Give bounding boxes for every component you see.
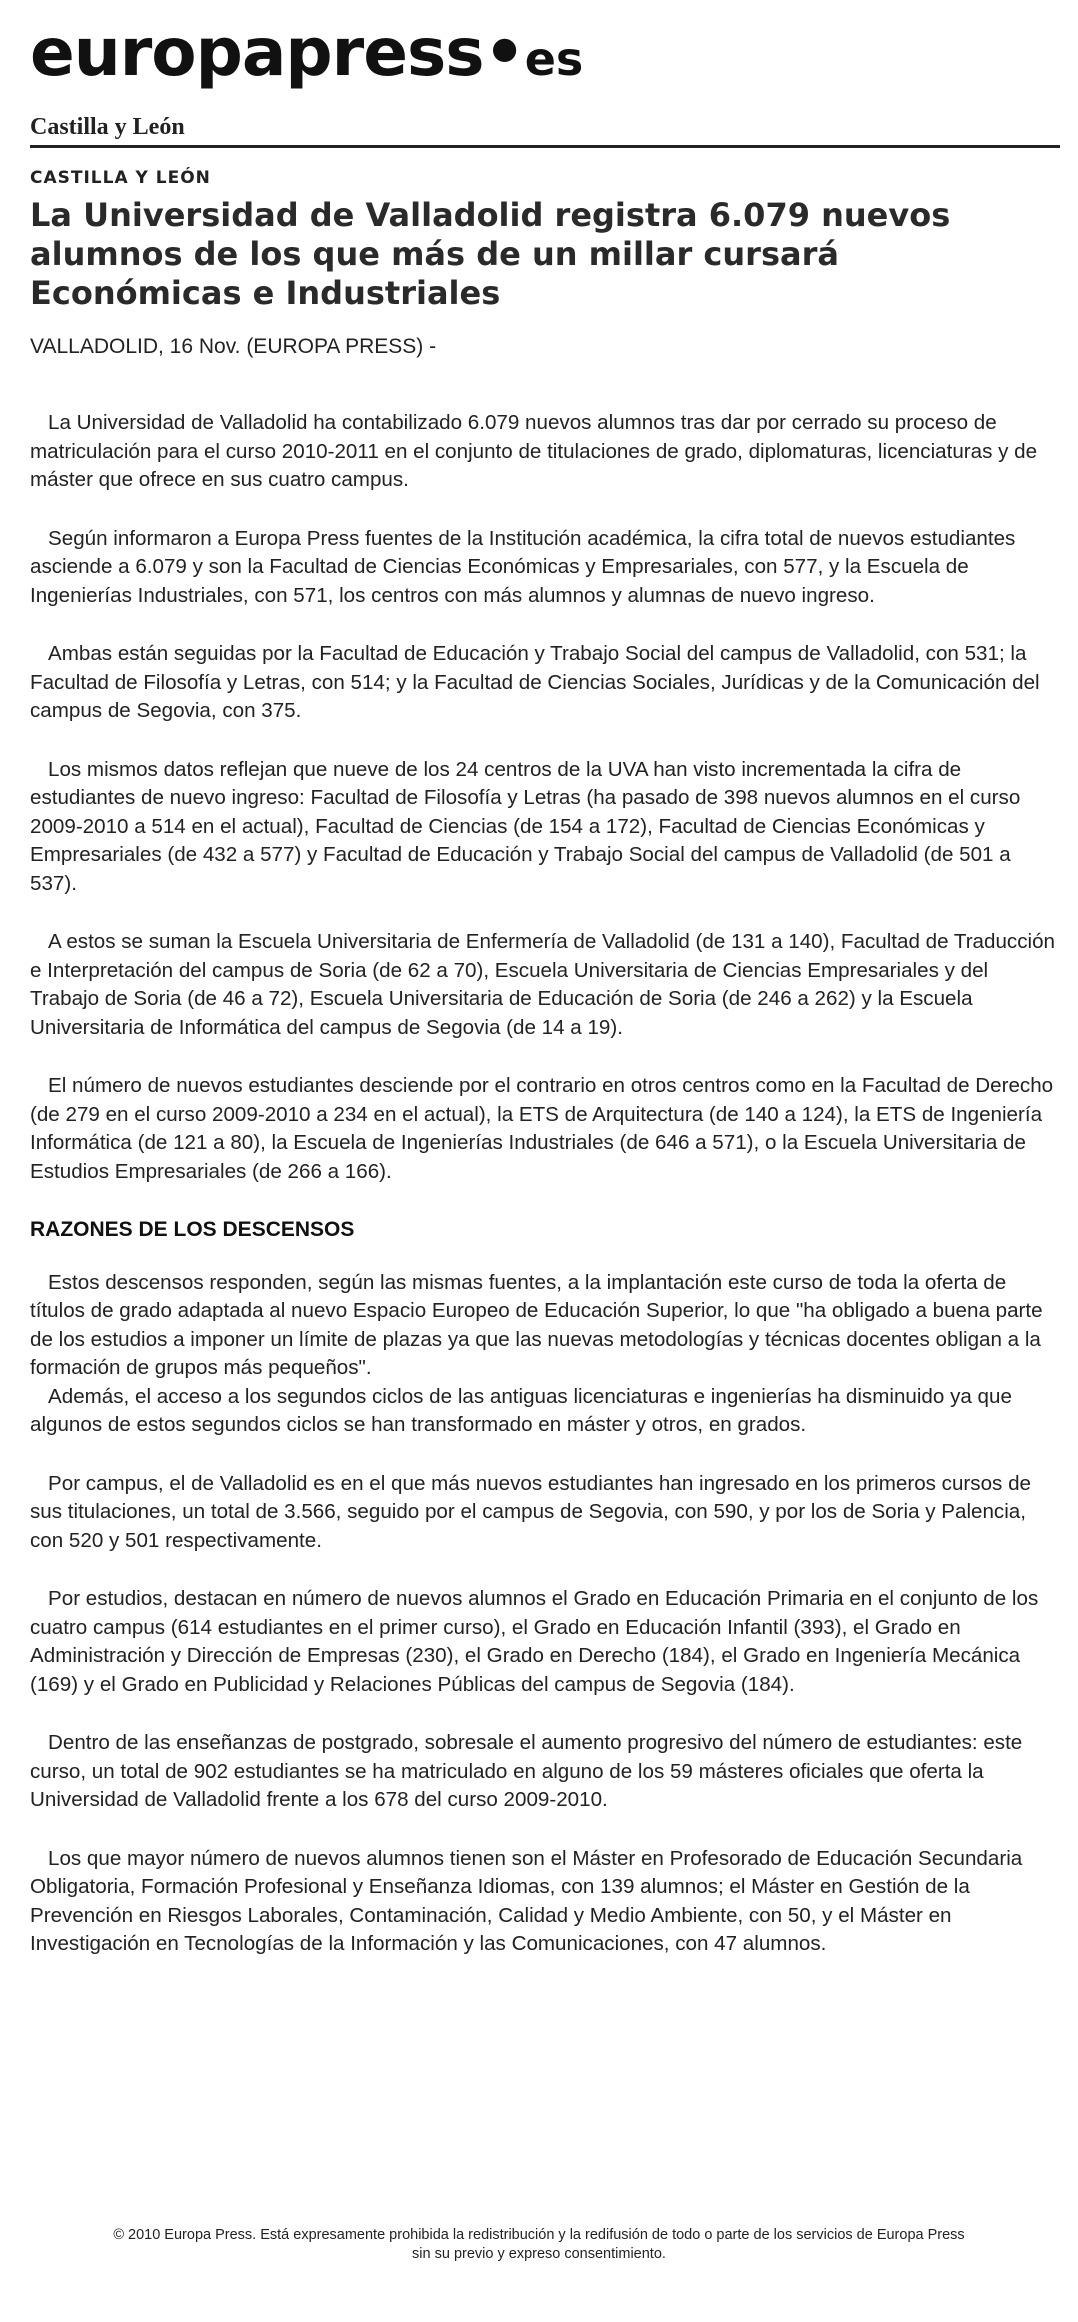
article-body — [30, 409, 1060, 1959]
section-label: CASTILLA Y LEÓN — [30, 168, 211, 188]
masthead-tld: es — [524, 32, 584, 86]
article-paragraph: El número de nuevos estudiantes desciende por el contrario en otros centros como en la Facultad de Derecho (de 279 en el curso 2009-2010 a 234 en el actual), la ETS de Arquitectura (de 140 a 124), la ETS de Ingeniería Informática (de 121 a 80), la Escuela de Ingenierías Industriales (de 646 a 571), o la Escuela Universitaria de Estudios Empresariales (de 266 a 166). — [30, 1074, 1054, 1183]
article-paragraph: Por campus, el de Valladolid es en el que más nuevos estudiantes han ingresado en los primeros cursos de sus titulaciones, un total de 3.566, seguido por el campus de Segovia, con 590, y por los de Soria y Palencia, con 520 y 501 respectivamente. — [30, 1471, 1031, 1552]
copyright-footer — [0, 2226, 1078, 2264]
article-paragraph: Por estudios, destacan en número de nuevos alumnos el Grado en Educación Primaria en el conjunto de los cuatro campus (614 estudiantes en el primer curso), el Grado en Educación Infantil (393), el Grado en Administración y Dirección de Empresas (230), el Grado en Derecho (184), el Grado en Ingeniería Mecánica (169) y el Grado en Publicidad y Relaciones Públicas del campus de Segovia (184). — [30, 1587, 1039, 1696]
masthead-logo — [30, 14, 1060, 92]
article-paragraph: Los mismos datos reflejan que nueve de los 24 centros de la UVA han visto incrementada la cifra de estudiantes de nuevo ingreso: Facultad de Filosofía y Letras (ha pasado de 398 nuevos alumnos en el curso 2009-2010 a 514 en el actual), Facultad de Ciencias (de 154 a 172), Facultad de Ciencias Económicas y Empresariales (de 432 a 577) y Facultad de Educación y Trabajo Social del campus de Valladolid (de 501 a 537). — [30, 757, 1021, 895]
copyright-line: sin su previo y expreso consentimiento. — [412, 2246, 666, 2262]
article-paragraph: A estos se suman la Escuela Universitaria de Enfermería de Valladolid (de 131 a 140), Facultad de Traducción e Interpretación del campus de Soria (de 62 a 70), Escuela Universitaria de Ciencias Empresariales y del Trabajo de Soria (de 46 a 72), Escuela Universitaria de Educación de Soria (de 246 a 262) y la Escuela Universitaria de Informática del campus de Segovia (de 14 a 19). — [30, 930, 1055, 1039]
article-paragraph: Ambas están seguidas por la Facultad de Educación y Trabajo Social del campus de Valladolid, con 531; la Facultad de Filosofía y Letras, con 514; y la Facultad de Ciencias Sociales, Jurídicas y de la Comunicación del campus de Segovia, con 375. — [30, 642, 1040, 722]
region-name: Castilla y León — [30, 114, 185, 140]
article-paragraph: Estos descensos responden, según las mismas fuentes, a la implantación este curso de toda la oferta de títulos de grado adaptada al nuevo Espacio Europeo de Educación Superior, lo que "ha obligado a buena parte de los estudios a imponer un límite de plazas ya que las nuevas metodologías y técnicas docentes obligan a la formación de grupos más pequeños". — [30, 1270, 1043, 1379]
article-paragraph: Los que mayor número de nuevos alumnos tienen son el Máster en Profesorado de Educación Secundaria Obligatoria, Formación Profesional y Enseñanza Idiomas, con 139 alumnos; el Máster en Gestión de la Prevención en Riesgos Laborales, Contaminación, Calidad y Medio Ambiente, con 50, y el Máster en Investigación en Tecnologías de la Información y las Comunicaciones, con 47 alumnos. — [30, 1846, 1023, 1955]
article-paragraph: La Universidad de Valladolid ha contabilizado 6.079 nuevos alumnos tras dar por cerrado su proceso de matriculación para el curso 2010-2011 en el conjunto de titulaciones de grado, diplomaturas, licenciaturas y de máster que ofrece en sus cuatro campus. — [30, 411, 1038, 491]
masthead-name: europapress — [30, 14, 484, 91]
document-page — [30, 0, 1060, 1989]
article-paragraph: Según informaron a Europa Press fuentes de la Institución académica, la cifra total de nuevos estudiantes asciende a 6.079 y son la Facultad de Ciencias Económicas y Empresariales, con 577, y la Escuela de Ingenierías Industriales, con 571, los centros con más alumnos y alumnas de nuevo ingreso. — [30, 526, 1016, 607]
article-paragraph: Dentro de las enseñanzas de postgrado, sobresale el aumento progresivo del número de estudiantes: este curso, un total de 902 estudiantes se ha matriculado en alguno de los 59 másteres oficiales que oferta la Universidad de Valladolid frente a los 678 del curso 2009-2010. — [30, 1731, 1023, 1811]
article-subheading: RAZONES DE LOS DESCENSOS — [30, 1218, 355, 1241]
article-paragraph: Además, el acceso a los segundos ciclos de las antiguas licenciaturas e ingenierías ha disminuido ya que algunos de estos segundos ciclos se han transformado en máster y otros, en grados. — [30, 1384, 1012, 1436]
copyright-line: © 2010 Europa Press. Está expresamente prohibida la redistribución y la redifusión de todo o parte de los servicios de Europa Press — [113, 2227, 965, 2243]
article-headline: La Universidad de Valladolid registra 6.079 nuevos alumnos de los que más de un millar cursará Económicas e Industriales — [30, 196, 951, 312]
masthead-dot: • — [483, 14, 525, 91]
article-dateline: VALLADOLID, 16 Nov. (EUROPA PRESS) - — [30, 335, 437, 358]
region-bar — [30, 114, 1060, 148]
